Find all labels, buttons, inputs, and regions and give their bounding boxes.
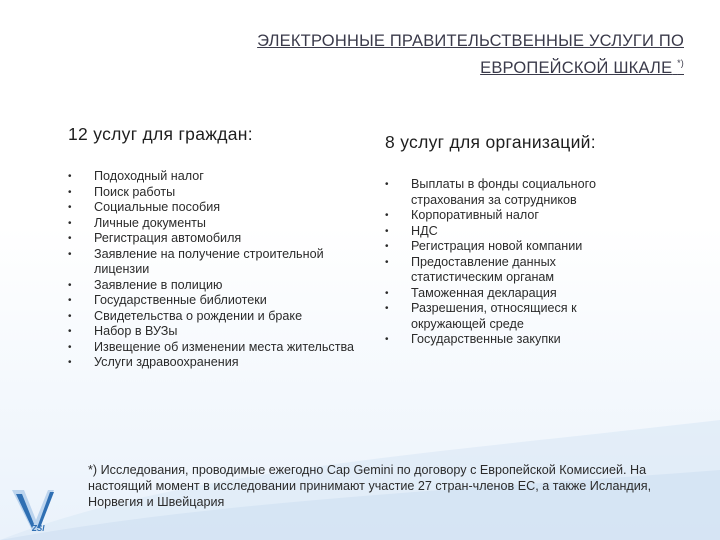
title-footnote-marker: *) — [677, 58, 684, 68]
list-item-text: Набор в ВУЗы — [94, 324, 178, 338]
list-item-text: Поиск работы — [94, 184, 176, 199]
list-item-text: Заявление на получение строительной лицензии — [94, 246, 324, 276]
bullet-icon: • — [68, 341, 72, 353]
bullet-icon: • — [68, 248, 72, 260]
list-item — [385, 286, 615, 302]
list-item-text: Разрешения, относящиеся к окружающей среде — [411, 301, 577, 331]
list-item — [385, 332, 615, 348]
list-item — [68, 231, 360, 247]
title-line-2: ЕВРОПЕЙСКОЙ ШКАЛЕ — [480, 59, 673, 77]
bullet-icon: • — [385, 225, 389, 237]
list-item — [68, 278, 360, 294]
bullet-icon: • — [385, 334, 389, 345]
bullet-icon: • — [68, 310, 72, 322]
list-item-text: Социальные пособия — [94, 200, 221, 214]
list-item — [68, 216, 360, 232]
bullet-icon: • — [385, 287, 389, 299]
list-item-text: Извещение об изменении места жительства — [94, 339, 355, 354]
organizations-service-list — [385, 177, 615, 348]
bullet-icon: • — [68, 202, 72, 213]
logo-text: ZSI — [32, 524, 45, 533]
list-item-text: НДС — [411, 223, 438, 238]
list-item-text: Услуги здравоохранения — [94, 355, 239, 369]
list-item-text: Государственные закупки — [411, 332, 561, 346]
list-item — [385, 208, 615, 224]
bullet-icon: • — [385, 256, 389, 268]
bullet-icon: • — [68, 186, 72, 198]
list-item-text: Личные документы — [94, 215, 206, 230]
bullet-icon: • — [68, 233, 72, 244]
footnote: *) Исследования, проводимые ежегодно Cap Gemini по договору с Европейской Комиссией. На настоящий момент в исследовании принимают участие 27 стран-членов ЕС, а также Исландия, Норвегия и Швейцария — [88, 463, 652, 509]
list-item-text: Предоставление данных статистическим органам — [411, 254, 556, 284]
list-item-text: Заявление в полицию — [94, 277, 223, 292]
list-item-text: Государственные библиотеки — [94, 293, 267, 307]
list-item — [385, 177, 615, 208]
list-item — [68, 324, 360, 340]
citizens-service-list — [68, 169, 360, 371]
list-item-text: Выплаты в фонды социального страхования за сотрудников — [411, 177, 596, 207]
list-item — [68, 185, 360, 201]
title-line-1: ЭЛЕКТРОННЫЕ ПРАВИТЕЛЬСТВЕННЫЕ УСЛУГИ ПО — [257, 32, 684, 50]
list-item — [68, 247, 360, 278]
list-item — [68, 340, 360, 356]
bullet-icon: • — [385, 241, 389, 252]
list-item-text: Свидетельства о рождении и браке — [94, 308, 303, 323]
list-item-text: Корпоративный налог — [411, 208, 539, 222]
list-item — [68, 309, 360, 325]
bullet-icon: • — [68, 217, 72, 229]
list-item — [68, 200, 360, 216]
list-item — [68, 169, 360, 185]
bullet-icon: • — [68, 279, 72, 291]
list-item — [68, 355, 360, 371]
bullet-icon: • — [68, 326, 72, 337]
bullet-icon: • — [385, 179, 389, 190]
bullet-icon: • — [68, 357, 72, 368]
list-item — [385, 239, 615, 255]
list-item-text: Регистрация новой компании — [411, 239, 583, 253]
bullet-icon: • — [68, 171, 72, 182]
bullet-icon: • — [385, 303, 389, 314]
slide-title — [124, 30, 684, 79]
list-item-text: Таможенная декларация — [411, 285, 557, 300]
bullet-icon: • — [68, 295, 72, 306]
list-item-text: Подоходный налог — [94, 169, 204, 183]
organizations-heading: 8 услуг для организаций: — [385, 132, 596, 152]
list-item — [385, 255, 615, 286]
list-item-text: Регистрация автомобиля — [94, 231, 242, 245]
bullet-icon: • — [385, 210, 389, 221]
list-item — [385, 224, 615, 240]
list-item — [385, 301, 615, 332]
citizens-heading: 12 услуг для граждан: — [68, 124, 253, 144]
list-item — [68, 293, 360, 309]
